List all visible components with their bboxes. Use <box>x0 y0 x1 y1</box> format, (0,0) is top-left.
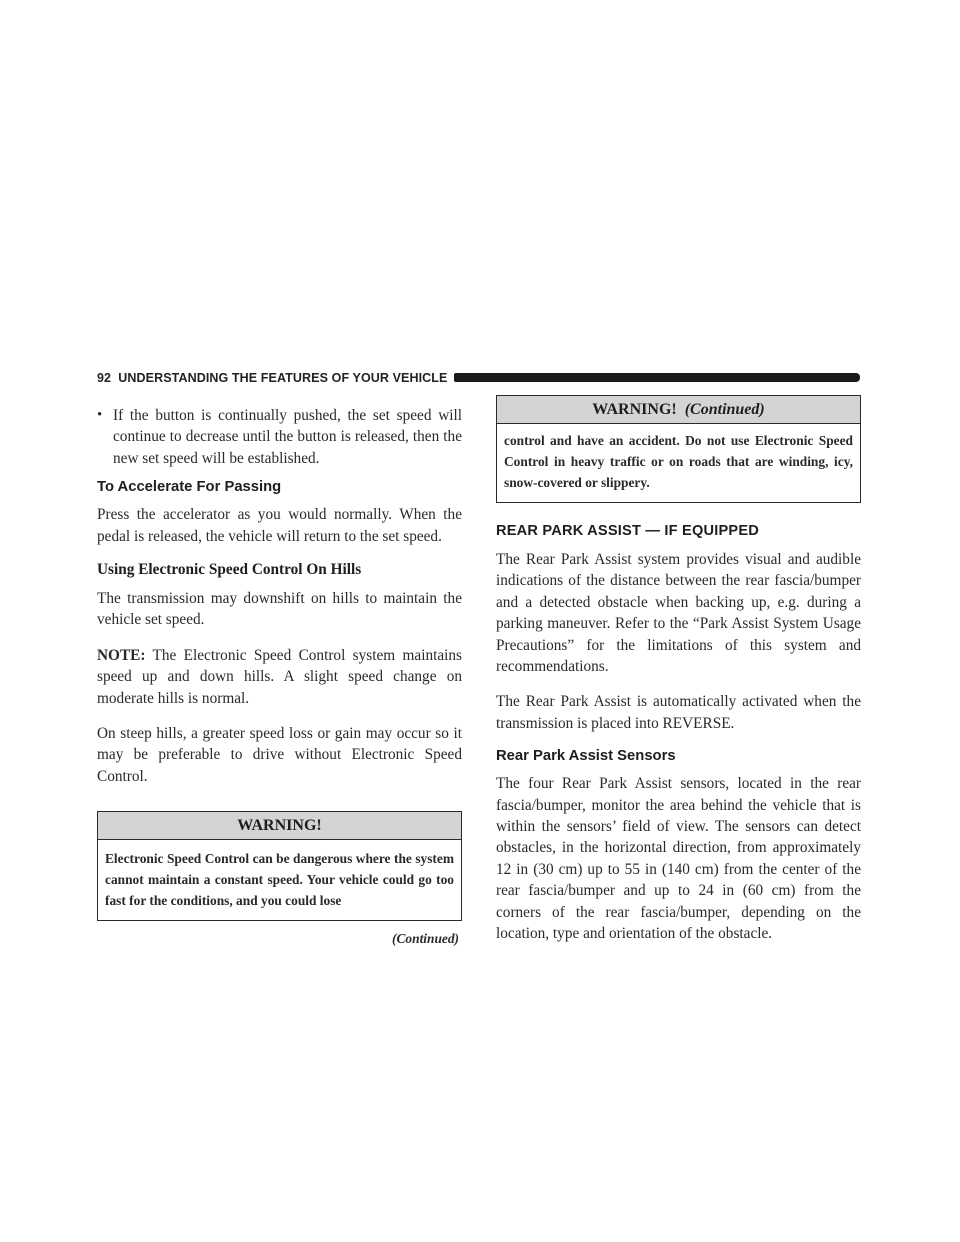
header-rule <box>454 373 860 382</box>
header-text <box>97 371 447 385</box>
warning-title-continued <box>497 396 860 424</box>
warning-title: WARNING! <box>98 812 461 840</box>
paragraph-rpa-activation: The Rear Park Assist is automatically activated when the transmission is placed into REVERSE. <box>496 693 861 732</box>
left-column <box>97 405 462 947</box>
note-paragraph <box>97 645 462 709</box>
right-column <box>496 395 861 959</box>
note-text: The Electronic Speed Control system maintains speed up and down hills. A slight speed change on moderate hills is normal. <box>97 646 462 707</box>
paragraph-rpa-sensors: The four Rear Park Assist sensors, located in the rear fascia/bumper, monitor the area behind the vehicle that is within the sensors’ field of view. The sensors can detect obstacles, in the horizontal direction, from approximately 12 in (30 cm) up to 55 in (140 cm) from the center of the rear fascia/bumper and up to 24 in (60 cm) from the corners of the rear fascia/bumper, depending on the location, type and orientation of the obstacle. <box>496 775 861 943</box>
bullet-dot: • <box>97 407 103 423</box>
heading-accelerate-passing: To Accelerate For Passing <box>97 479 282 496</box>
paragraph-rpa-intro: The Rear Park Assist system provides visual and audible indications of the distance between the rear fascia/bumper and a detected obstacle when backing up, e.g. during a parking maneuver. Refer to the “Park Assist System Usage Precautions” for the limitations of this system and recommendations. <box>496 551 861 676</box>
paragraph-hills: The transmission may downshift on hills to maintain the vehicle set speed. <box>97 590 462 629</box>
paragraph-passing: Press the accelerator as you would normally. When the pedal is released, the vehicle will return to the set speed. <box>97 506 462 545</box>
warning-text-continued: control and have an accident. Do not use Electronic Speed Control in heavy traffic or on roads that are winding, icy, snow-covered or slippery. <box>504 433 853 490</box>
note-label: NOTE: <box>97 646 146 664</box>
warning-box <box>97 811 462 921</box>
heading-rear-park-assist: REAR PARK ASSIST — IF EQUIPPED <box>496 523 760 539</box>
page-number: 92 <box>97 371 112 385</box>
section-title: UNDERSTANDING THE FEATURES OF YOUR VEHICLE <box>118 371 448 385</box>
bullet-item <box>97 405 462 469</box>
bullet-text: If the button is continually pushed, the set speed will continue to decrease until the button is released, then the new set speed will be established. <box>113 407 462 467</box>
warning-box-continued <box>496 395 861 503</box>
heading-hills: Using Electronic Speed Control On Hills <box>97 561 362 579</box>
warning-continued-label: (Continued) <box>684 401 765 418</box>
paragraph-steep-hills: On steep hills, a greater speed loss or gain may occur so it may be preferable to drive without Electronic Speed Control. <box>97 725 462 785</box>
heading-rpa-sensors: Rear Park Assist Sensors <box>496 748 676 765</box>
warning-text: Electronic Speed Control can be dangerous where the system cannot maintain a constant speed. Your vehicle could go too fast for the conditions, and you could lose <box>105 851 454 909</box>
continued-label: (Continued) <box>392 931 459 947</box>
warning-title: WARNING! <box>592 401 677 418</box>
page-header <box>97 368 860 388</box>
